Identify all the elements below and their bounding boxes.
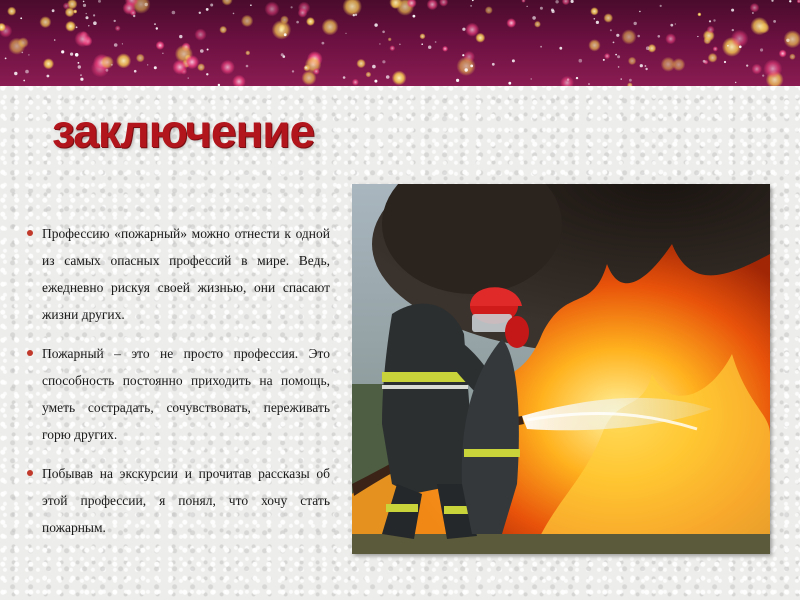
paragraph-text: Пожарный – это не просто профессия. Это способность постоянно приходить на помощь, уметь сострадать, сочувствовать, переживать горю других. [42, 346, 330, 442]
bullet-icon [27, 470, 33, 476]
bullet-icon [27, 230, 33, 236]
firefighter-photo [352, 184, 770, 554]
paragraph [26, 460, 330, 541]
text-content [26, 220, 330, 553]
slide-title: заключение [52, 105, 315, 157]
bokeh-lights [0, 0, 800, 86]
bullet-icon [27, 350, 33, 356]
paragraph-text: Профессию «пожарный» можно отнести к одной из самых опасных профессий в мире. Ведь, ежедневно рискуя своей жизнью, они спасают жизни других. [42, 226, 330, 322]
paragraph [26, 340, 330, 448]
paragraph [26, 220, 330, 328]
paragraph-text: Побывав на экскурсии и прочитав рассказы об этой профессии, я понял, что хочу стать пожарным. [42, 466, 330, 535]
decorative-banner [0, 0, 800, 86]
